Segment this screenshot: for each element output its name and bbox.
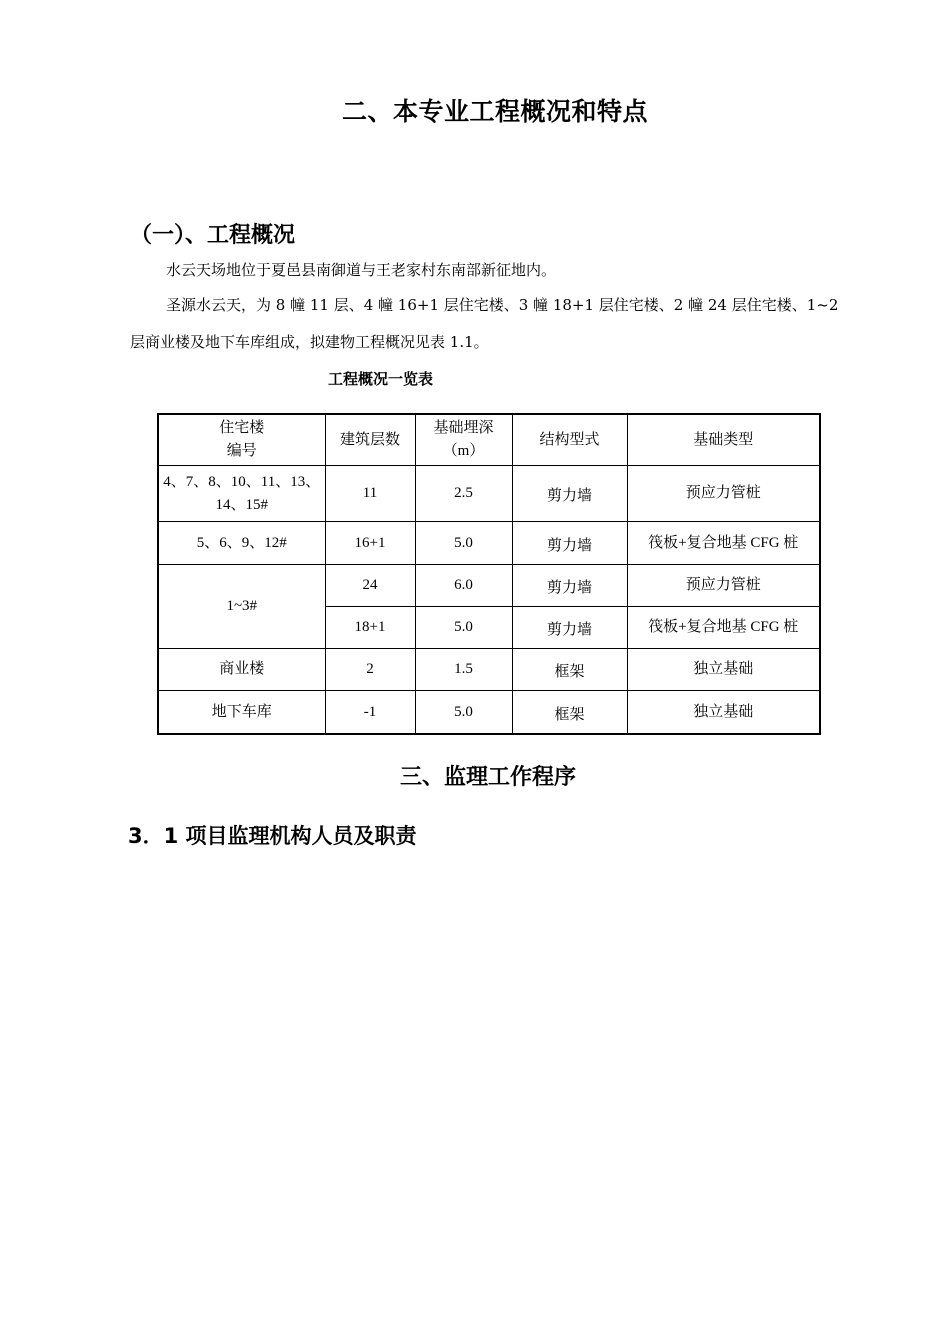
cell-building: 4、7、8、10、11、13、14、15# [158, 466, 325, 522]
header-foundation-type: 基础类型 [627, 414, 820, 466]
section-heading-overview: （一）、工程概况 [130, 223, 296, 248]
cell-structure: 剪力墙 [512, 607, 627, 649]
table-row [158, 565, 820, 607]
cell-floors: 11 [325, 466, 415, 522]
header-floors: 建筑层数 [325, 414, 415, 466]
paragraph-composition-line2: 层商业楼及地下车库组成，拟建物工程概况见表 1.1。 [130, 333, 489, 351]
header-structure: 结构型式 [512, 414, 627, 466]
cell-structure: 剪力墙 [512, 466, 627, 522]
cell-depth: 5.0 [415, 607, 512, 649]
cell-floors: -1 [325, 691, 415, 735]
cell-floors: 2 [325, 649, 415, 691]
cell-structure: 剪力墙 [512, 565, 627, 607]
table-row [158, 466, 820, 522]
cell-foundation: 预应力管桩 [627, 565, 820, 607]
cell-floors: 16+1 [325, 522, 415, 565]
cell-foundation: 独立基础 [627, 649, 820, 691]
cell-depth: 1.5 [415, 649, 512, 691]
cell-foundation: 独立基础 [627, 691, 820, 735]
cell-structure: 剪力墙 [512, 522, 627, 565]
cell-floors: 24 [325, 565, 415, 607]
cell-structure: 框架 [512, 649, 627, 691]
cell-foundation: 预应力管桩 [627, 466, 820, 522]
paragraph-composition-line1: 圣源水云天，为 8 幢 11 层、4 幢 16+1 层住宅楼、3 幢 18+1 层住宅楼、2 幢 24 层住宅楼、1~2 [166, 296, 839, 314]
cell-building: 地下车库 [158, 691, 325, 735]
cell-structure: 框架 [512, 691, 627, 735]
cell-building: 1~3# [158, 565, 325, 649]
cell-building: 5、6、9、12# [158, 522, 325, 565]
paragraph-site-location: 水云天场地位于夏邑县南御道与王老家村东南部新征地内。 [166, 261, 557, 279]
table-header-row [158, 414, 820, 466]
cell-foundation: 筏板+复合地基 CFG 桩 [627, 522, 820, 565]
table-caption: 工程概况一览表 [328, 370, 434, 388]
table-row [158, 649, 820, 691]
header-building: 住宅楼 编号 [158, 414, 325, 466]
cell-foundation: 筏板+复合地基 CFG 桩 [627, 607, 820, 649]
page-title: 二、本专业工程概况和特点 [341, 97, 648, 126]
table-row [158, 522, 820, 565]
cell-depth: 6.0 [415, 565, 512, 607]
table-row [158, 691, 820, 735]
cell-depth: 5.0 [415, 691, 512, 735]
cell-building: 商业楼 [158, 649, 325, 691]
subsection-heading-staff: 3．1 项目监理机构人员及职责 [128, 824, 417, 848]
section-heading-procedure: 三、监理工作程序 [399, 765, 576, 790]
header-foundation-depth: 基础埋深 （m） [415, 414, 512, 466]
project-overview-table [157, 413, 821, 735]
cell-depth: 5.0 [415, 522, 512, 565]
cell-floors: 18+1 [325, 607, 415, 649]
cell-depth: 2.5 [415, 466, 512, 522]
